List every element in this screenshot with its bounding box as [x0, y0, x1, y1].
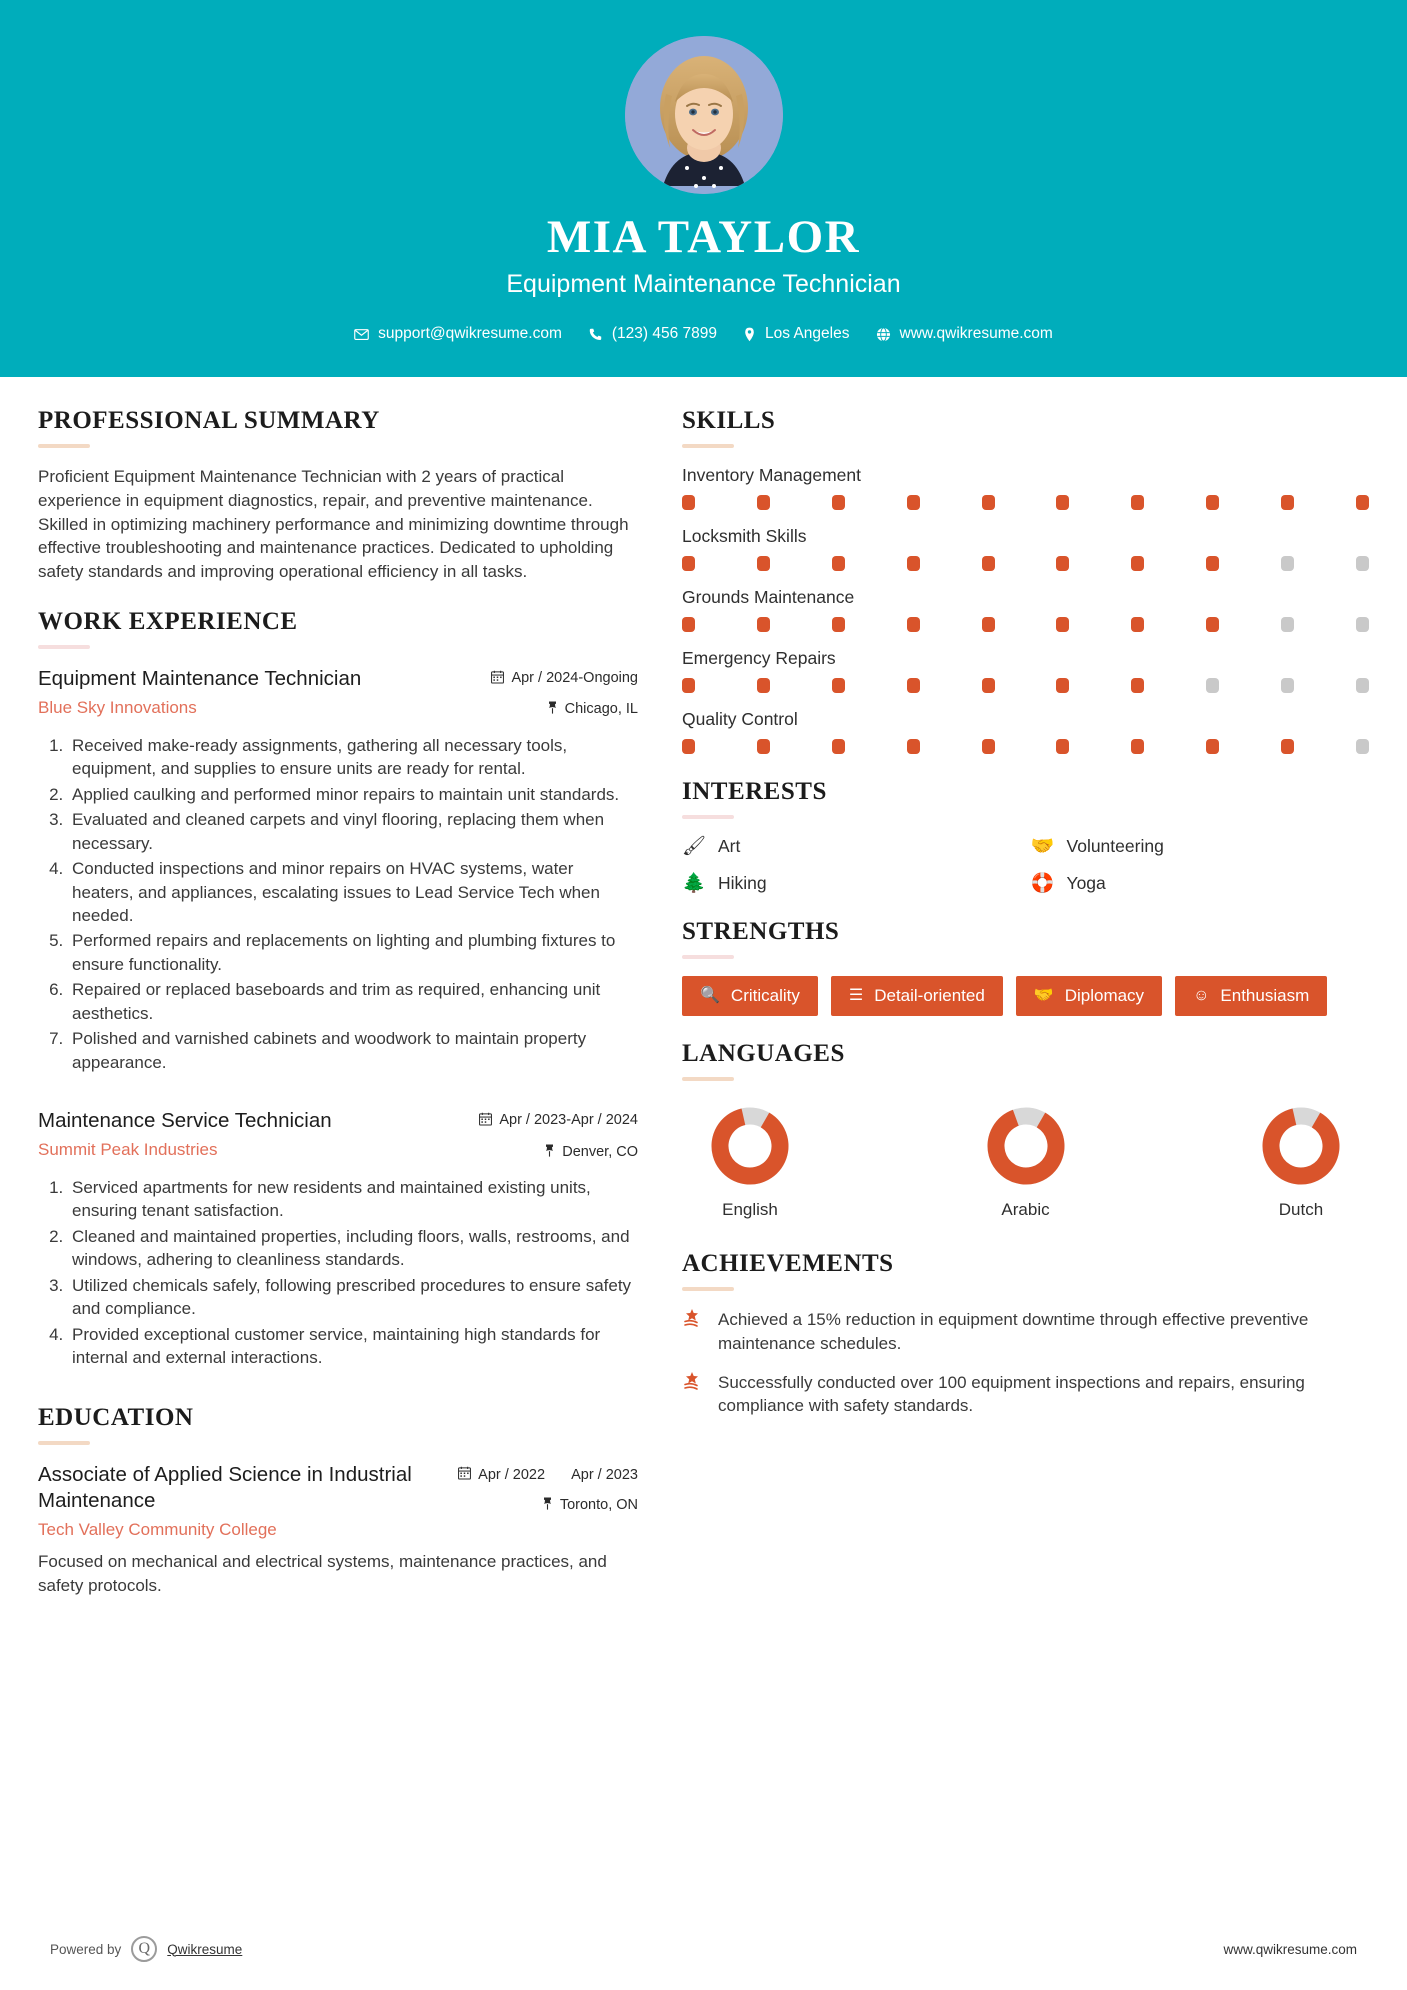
skill-dot-filled — [1131, 617, 1144, 632]
language-donut-chart — [984, 1104, 1068, 1188]
skill-dot-filled — [1206, 495, 1219, 510]
pine-tree-icon: 🌲 — [682, 873, 706, 895]
entry-meta — [478, 666, 638, 720]
education-dates — [478, 1466, 638, 1484]
section-interests — [682, 778, 1369, 894]
strength-label: Criticality — [730, 986, 800, 1006]
language-donut-chart — [1259, 1104, 1343, 1188]
smiley-icon: ☺ — [1193, 987, 1210, 1005]
skill-item — [682, 526, 1369, 571]
skill-dot-filled — [1056, 617, 1069, 632]
skill-dot-filled — [907, 617, 920, 632]
degree-title: Associate of Applied Science in Industrial Maintenance — [38, 1462, 412, 1512]
language-item — [690, 1104, 810, 1220]
list-icon: ☰ — [848, 987, 864, 1005]
section-title: ACHIEVEMENTS — [682, 1250, 894, 1278]
responsibility-list — [38, 734, 638, 1074]
skill-dot-filled — [1131, 556, 1144, 571]
work-entry — [38, 666, 638, 1074]
skill-dot-empty — [1281, 617, 1294, 632]
pin-icon — [542, 1497, 553, 1515]
strength-label: Enthusiasm — [1220, 986, 1310, 1006]
left-column — [38, 407, 638, 1622]
section-education — [38, 1404, 638, 1598]
interest-label: Yoga — [1066, 873, 1106, 894]
location: Denver, CO — [562, 1143, 638, 1160]
section-title: SKILLS — [682, 407, 776, 435]
interest-label: Art — [718, 836, 741, 857]
interests-grid — [682, 836, 1369, 894]
skill-dot-filled — [1206, 617, 1219, 632]
calendar-icon — [458, 1466, 471, 1485]
company-name: Summit Peak Industries — [38, 1140, 218, 1160]
magnifier-icon: 🔍 — [700, 987, 720, 1005]
paintbrush-icon: 🖌 — [682, 836, 707, 858]
job-title: Equipment Maintenance Technician — [38, 667, 362, 691]
skill-dot-filled — [1281, 739, 1294, 754]
section-rule — [38, 1441, 90, 1445]
skill-level-meter — [682, 617, 1369, 632]
avatar — [625, 36, 783, 194]
skill-level-meter — [682, 678, 1369, 693]
skill-label: Emergency Repairs — [682, 648, 836, 669]
skill-dot-filled — [1206, 739, 1219, 754]
skill-label: Grounds Maintenance — [682, 587, 855, 608]
list-item: 2. Cleaned and maintained properties, including floors, walls, restrooms, and windows, adhering to cleanliness standards. — [68, 1225, 638, 1272]
skill-dot-filled — [1056, 739, 1069, 754]
section-skills — [682, 407, 1369, 754]
globe-icon — [876, 327, 891, 342]
interest-item — [1031, 836, 1370, 857]
brand-block — [50, 1936, 242, 1962]
interest-item — [1031, 873, 1370, 894]
strength-label: Detail-oriented — [874, 986, 985, 1006]
strength-chip — [831, 976, 1003, 1016]
language-label: Arabic — [1001, 1200, 1050, 1220]
star-badge-icon — [682, 1371, 704, 1398]
skill-dot-empty — [1356, 617, 1369, 632]
contact-email-value: support@qwikresume.com — [378, 325, 562, 343]
calendar-icon — [479, 1112, 492, 1131]
skill-dot-filled — [832, 556, 845, 571]
contact-location — [735, 325, 857, 343]
skill-dot-filled — [757, 678, 770, 693]
handshake-icon: 🤝 — [1030, 836, 1055, 858]
contact-website[interactable] — [868, 325, 1061, 343]
skill-level-meter — [682, 739, 1369, 754]
skill-item — [682, 648, 1369, 693]
section-rule — [682, 1077, 734, 1081]
education-description: Focused on mechanical and electrical systems, maintenance practices, and safety protocols. — [38, 1552, 607, 1595]
skill-dot-filled — [682, 678, 695, 693]
skill-dot-filled — [682, 617, 695, 632]
section-work-experience — [38, 608, 638, 1370]
list-item: 4. Conducted inspections and minor repairs on HVAC systems, water heaters, and appliances, escalating issues to Lead Service Tech when needed. — [68, 857, 638, 927]
skill-dot-filled — [1056, 556, 1069, 571]
skill-dot-filled — [757, 556, 770, 571]
skill-dot-filled — [1131, 495, 1144, 510]
resume-header — [0, 0, 1407, 377]
location-row — [458, 1497, 638, 1515]
language-item — [1241, 1104, 1361, 1220]
skill-dot-empty — [1356, 678, 1369, 693]
skill-dot-filled — [832, 739, 845, 754]
skill-dot-filled — [907, 495, 920, 510]
date-row — [478, 1112, 638, 1131]
page-footer — [0, 1936, 1407, 1962]
work-entry — [38, 1108, 638, 1369]
skill-dot-empty — [1356, 739, 1369, 754]
avatar-photo — [625, 36, 783, 194]
calendar-icon — [491, 670, 504, 689]
list-item: 2. Applied caulking and performed minor repairs to maintain unit standards. — [68, 783, 638, 806]
section-languages — [682, 1040, 1369, 1220]
skill-dot-filled — [907, 739, 920, 754]
date-row — [458, 1466, 638, 1485]
contact-bar — [0, 325, 1407, 343]
strength-chip — [1175, 976, 1327, 1016]
strength-chip — [682, 976, 818, 1016]
skill-label: Locksmith Skills — [682, 526, 807, 547]
section-title: STRENGTHS — [682, 918, 840, 946]
section-rule — [38, 444, 90, 448]
date-row — [478, 670, 638, 689]
skill-dot-filled — [1056, 678, 1069, 693]
list-item: 6. Repaired or replaced baseboards and trim as required, enhancing unit aesthetics. — [68, 978, 638, 1025]
language-item — [966, 1104, 1086, 1220]
strength-chip — [1016, 976, 1162, 1016]
lifebuoy-icon: 🛟 — [1030, 873, 1055, 895]
skill-dot-filled — [907, 556, 920, 571]
skill-label: Quality Control — [682, 709, 798, 730]
right-column — [682, 407, 1369, 1442]
skill-dot-empty — [1206, 678, 1219, 693]
skill-item — [682, 465, 1369, 510]
section-rule — [682, 1287, 734, 1291]
language-label: English — [722, 1200, 778, 1220]
skill-dot-filled — [1281, 495, 1294, 510]
skill-dot-filled — [1131, 678, 1144, 693]
section-rule — [682, 815, 734, 819]
interest-item — [682, 873, 1021, 894]
interest-label: Hiking — [718, 873, 767, 894]
skill-dot-filled — [1206, 556, 1219, 571]
interest-item — [682, 836, 1021, 857]
section-rule — [682, 444, 734, 448]
strength-label: Diplomacy — [1064, 986, 1145, 1006]
skill-level-meter — [682, 556, 1369, 571]
languages-list — [682, 1098, 1369, 1220]
star-badge-icon — [682, 1308, 704, 1335]
skill-item — [682, 587, 1369, 632]
skill-dot-filled — [757, 617, 770, 632]
section-rule — [38, 645, 90, 649]
section-title: EDUCATION — [38, 1403, 194, 1431]
contact-location-value: Los Angeles — [765, 325, 850, 343]
date-range: Apr / 2023-Apr / 2024 — [499, 1112, 638, 1129]
achievement-item — [682, 1371, 1369, 1418]
achievement-text: Achieved a 15% reduction in equipment downtime through effective preventive maintenance schedules. — [718, 1310, 1309, 1353]
skill-dot-filled — [982, 556, 995, 571]
location-row — [478, 701, 638, 719]
skill-item — [682, 709, 1369, 754]
entry-meta — [458, 1462, 638, 1516]
responsibility-list — [38, 1176, 638, 1370]
envelope-icon — [354, 327, 369, 342]
skill-level-meter — [682, 495, 1369, 510]
skill-dot-empty — [1281, 556, 1294, 571]
summary-text: Proficient Equipment Maintenance Technician with 2 years of practical experience in equipment diagnostics, repair, and preventive maintenance. Skilled in optimizing machinery performance and minimizing downtime through effective troubleshooting and maintenance practices. Dedicated to upholding safety standards and improving operational efficiency in all tasks. — [38, 467, 629, 582]
achievement-item — [682, 1308, 1369, 1355]
section-title: INTERESTS — [682, 778, 827, 806]
skill-dot-filled — [832, 617, 845, 632]
company-name: Blue Sky Innovations — [38, 698, 197, 718]
skill-dot-filled — [832, 678, 845, 693]
section-title: WORK EXPERIENCE — [38, 608, 298, 636]
skills-list — [682, 465, 1369, 754]
contact-phone[interactable] — [580, 325, 725, 343]
pin-icon — [547, 701, 558, 719]
contact-website-value: www.qwikresume.com — [899, 325, 1053, 343]
page-title: MIA TAYLOR — [546, 211, 861, 263]
date-range: Apr / 2024-Ongoing — [511, 670, 638, 687]
contact-phone-value: (123) 456 7899 — [611, 325, 718, 343]
location: Toronto, ON — [559, 1496, 638, 1513]
skill-dot-empty — [1356, 556, 1369, 571]
section-title: PROFESSIONAL SUMMARY — [38, 407, 380, 435]
footer-url[interactable]: www.qwikresume.com — [1223, 1941, 1357, 1957]
job-title: Maintenance Service Technician — [38, 1109, 332, 1133]
job-title: Equipment Maintenance Technician — [506, 270, 901, 299]
brand-link[interactable]: Qwikresume — [167, 1941, 243, 1957]
skill-dot-filled — [1056, 495, 1069, 510]
skill-dot-filled — [682, 495, 695, 510]
qwikresume-logo-icon: Q — [131, 1936, 157, 1962]
section-achievements — [682, 1250, 1369, 1418]
resume-body — [0, 377, 1407, 1622]
contact-email[interactable] — [346, 325, 570, 343]
powered-by-label: Powered by — [50, 1941, 122, 1957]
skill-dot-filled — [907, 678, 920, 693]
skill-dot-filled — [1356, 495, 1369, 510]
school-name: Tech Valley Community College — [38, 1520, 277, 1540]
achievement-text: Successfully conducted over 100 equipment inspections and repairs, ensuring compliance with safety standards. — [718, 1372, 1305, 1416]
date-start: Apr / 2022 — [478, 1466, 546, 1483]
skill-dot-filled — [982, 495, 995, 510]
section-professional-summary — [38, 407, 638, 584]
skill-dot-filled — [1131, 739, 1144, 754]
list-item: 4. Provided exceptional customer service, maintaining high standards for internal and external interactions. — [68, 1323, 638, 1370]
section-strengths — [682, 918, 1369, 1016]
skill-dot-filled — [832, 495, 845, 510]
pin-icon — [544, 1144, 555, 1162]
location: Chicago, IL — [564, 701, 638, 718]
strengths-list — [682, 976, 1369, 1016]
phone-icon — [588, 327, 603, 342]
skill-dot-filled — [757, 495, 770, 510]
section-title: LANGUAGES — [682, 1040, 845, 1068]
list-item: 3. Utilized chemicals safely, following prescribed procedures to ensure safety and compliance. — [68, 1274, 638, 1321]
list-item: 3. Evaluated and cleaned carpets and vinyl flooring, replacing them when necessary. — [68, 808, 638, 855]
skill-label: Inventory Management — [682, 465, 861, 486]
handshake-icon: 🤝 — [1033, 987, 1054, 1005]
skill-dot-filled — [682, 556, 695, 571]
list-item: 7. Polished and varnished cabinets and woodwork to maintain property appearance. — [68, 1027, 638, 1074]
section-rule — [682, 955, 734, 959]
skill-dot-filled — [682, 739, 695, 754]
skill-dot-filled — [982, 739, 995, 754]
skill-dot-filled — [757, 739, 770, 754]
list-item: 1. Received make-ready assignments, gathering all necessary tools, equipment, and supplies to ensure units are ready for rental. — [68, 734, 638, 781]
date-end: Apr / 2023 — [571, 1466, 638, 1483]
location-row — [478, 1144, 638, 1162]
interest-label: Volunteering — [1066, 836, 1164, 857]
education-entry — [38, 1462, 638, 1598]
location-pin-icon — [743, 327, 756, 342]
skill-dot-filled — [982, 678, 995, 693]
list-item: 5. Performed repairs and replacements on lighting and plumbing fixtures to ensure functionality. — [68, 929, 638, 976]
entry-meta — [478, 1108, 638, 1162]
language-label: Dutch — [1278, 1200, 1324, 1220]
skill-dot-empty — [1281, 678, 1294, 693]
language-donut-chart — [708, 1104, 792, 1188]
skill-dot-filled — [982, 617, 995, 632]
list-item: 1. Serviced apartments for new residents and maintained existing units, ensuring tenant satisfaction. — [68, 1176, 638, 1223]
